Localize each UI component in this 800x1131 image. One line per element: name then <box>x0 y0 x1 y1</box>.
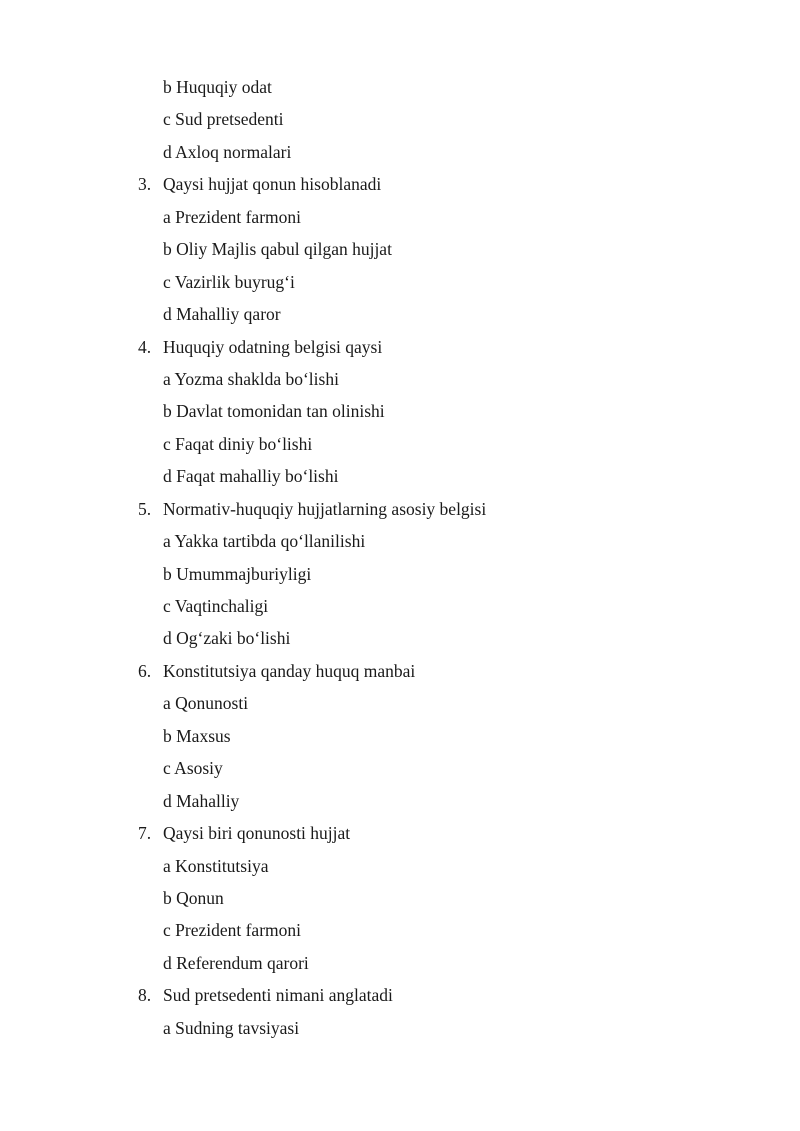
answer-option <box>0 363 800 395</box>
answer-option <box>0 71 800 103</box>
answer-option <box>0 622 800 654</box>
question-text: Qaysi biri qonunosti hujjat <box>163 823 351 844</box>
answer-option <box>0 428 800 460</box>
answer-option <box>0 914 800 946</box>
question-number: 5. <box>138 498 152 519</box>
question-line <box>0 979 800 1011</box>
option-text: d Og‘zaki bo‘lishi <box>163 628 291 649</box>
question-number: 3. <box>138 174 152 195</box>
answer-option <box>0 687 800 719</box>
answer-option <box>0 882 800 914</box>
answer-option <box>0 752 800 784</box>
option-text: a Konstitutsiya <box>163 855 269 876</box>
quiz-content <box>0 71 800 1044</box>
question-number: 4. <box>138 336 152 357</box>
option-text: b Qonun <box>163 887 224 908</box>
answer-option <box>0 298 800 330</box>
option-text: b Davlat tomonidan tan olinishi <box>163 401 385 422</box>
question-text: Qaysi hujjat qonun hisoblanadi <box>163 174 382 195</box>
question-line <box>0 331 800 363</box>
option-text: d Mahalliy <box>163 790 240 811</box>
answer-option <box>0 266 800 298</box>
answer-option <box>0 1012 800 1044</box>
option-text: d Faqat mahalliy bo‘lishi <box>163 466 339 487</box>
answer-option <box>0 136 800 168</box>
option-text: c Sud pretsedenti <box>163 109 284 130</box>
option-text: c Vazirlik buyrug‘i <box>163 271 295 292</box>
option-text: b Oliy Majlis qabul qilgan hujjat <box>163 239 392 260</box>
answer-option <box>0 460 800 492</box>
question-text: Sud pretsedenti nimani anglatadi <box>163 985 393 1006</box>
question-line <box>0 655 800 687</box>
question-line <box>0 168 800 200</box>
option-text: d Axloq normalari <box>163 141 292 162</box>
option-text: a Sudning tavsiyasi <box>163 1017 300 1038</box>
answer-option <box>0 233 800 265</box>
question-text: Huquqiy odatning belgisi qaysi <box>163 336 383 357</box>
answer-option <box>0 525 800 557</box>
question-line <box>0 817 800 849</box>
option-text: b Umummajburiyligi <box>163 563 312 584</box>
question-number: 6. <box>138 660 152 681</box>
option-text: a Qonunosti <box>163 693 249 714</box>
question-line <box>0 493 800 525</box>
option-text: b Huquqiy odat <box>163 77 272 97</box>
answer-option <box>0 395 800 427</box>
answer-option <box>0 103 800 135</box>
option-text: d Referendum qarori <box>163 952 309 973</box>
option-text: a Yozma shaklda bo‘lishi <box>163 368 339 389</box>
answer-option <box>0 590 800 622</box>
option-text: d Mahalliy qaror <box>163 304 281 325</box>
answer-option <box>0 201 800 233</box>
answer-option <box>0 785 800 817</box>
question-text: Konstitutsiya qanday huquq manbai <box>163 660 416 681</box>
option-text: c Asosiy <box>163 758 223 779</box>
option-text: c Vaqtinchaligi <box>163 596 269 616</box>
option-text: c Prezident farmoni <box>163 920 302 941</box>
question-number: 7. <box>138 823 152 844</box>
answer-option <box>0 850 800 882</box>
option-text: c Faqat diniy bo‘lishi <box>163 433 313 454</box>
question-text: Normativ-huquqiy hujjatlarning asosiy belgisi <box>163 498 487 519</box>
option-text: a Yakka tartibda qo‘llanilishi <box>163 531 366 552</box>
question-number: 8. <box>138 985 152 1006</box>
answer-option <box>0 947 800 979</box>
option-text: b Maxsus <box>163 725 231 746</box>
answer-option <box>0 558 800 590</box>
option-text: a Prezident farmoni <box>163 206 302 227</box>
answer-option <box>0 720 800 752</box>
